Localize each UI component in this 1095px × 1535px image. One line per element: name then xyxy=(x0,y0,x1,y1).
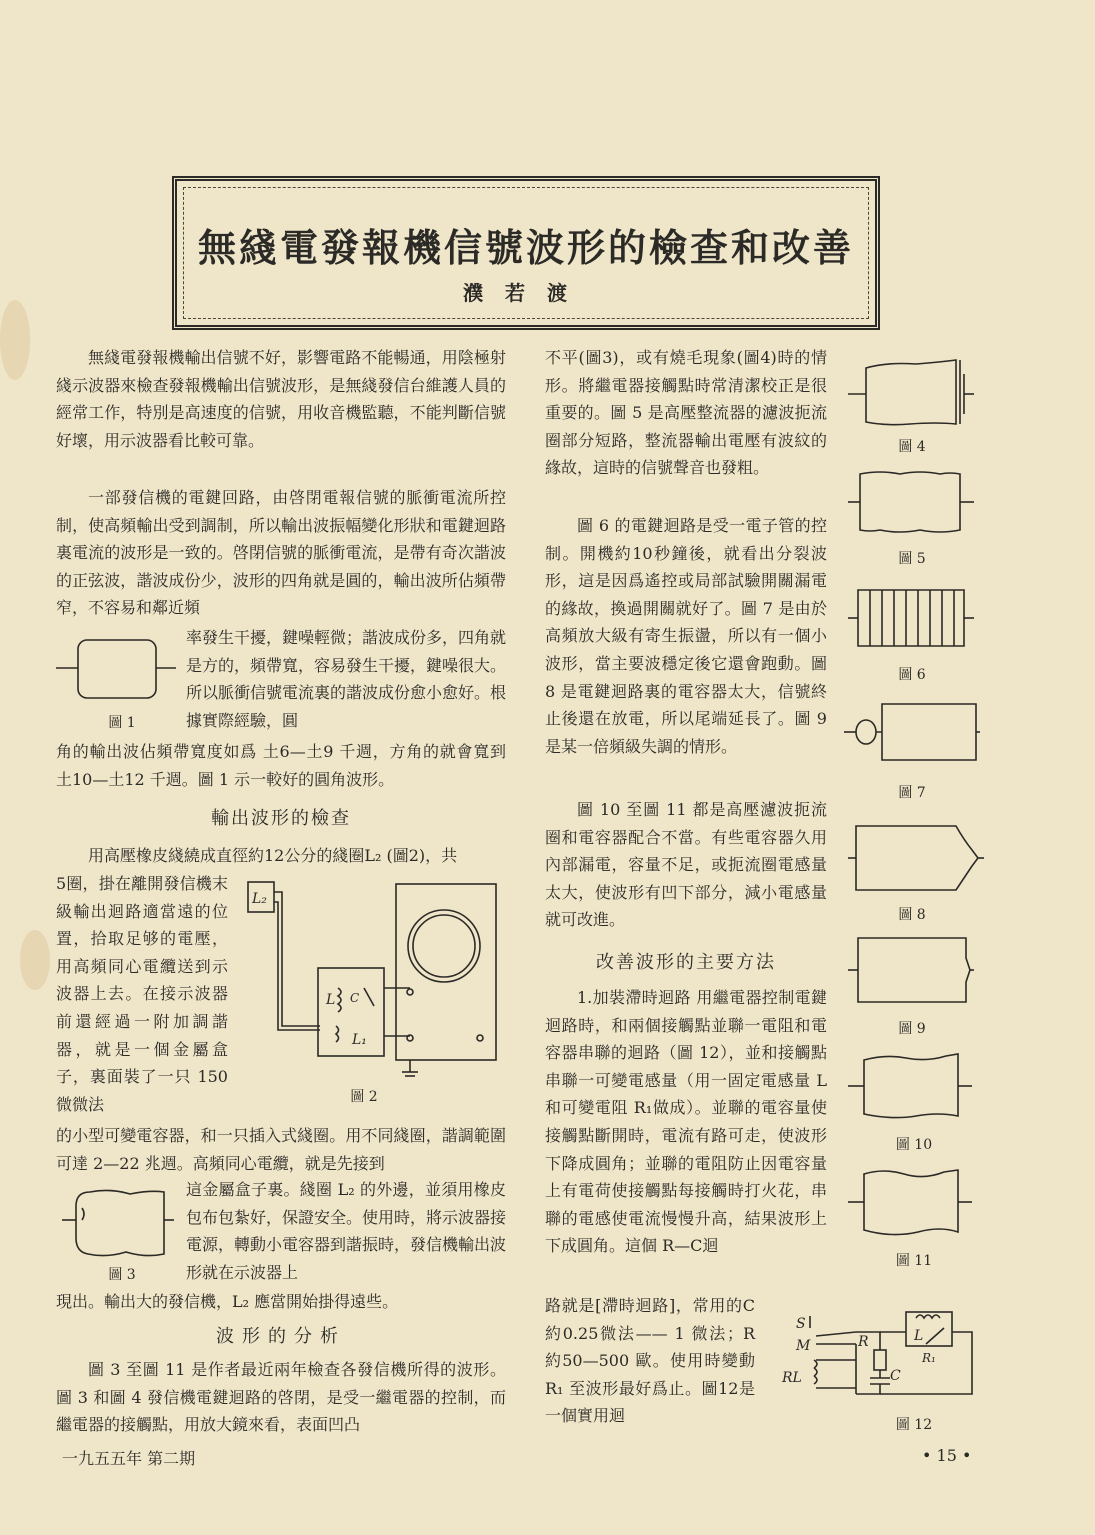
figure-1-rounded-waveform xyxy=(56,632,178,710)
figure-7-caption: 圖 7 xyxy=(898,785,926,801)
left-paragraph-check-d: 這金屬盒子裏。綫圈 L₂ 的外邊，並須用橡皮包布包紮好，保證安全。使用時，將示波器接電源，轉動小電容器到諧振時，發信機輸出波形就在示波器上 xyxy=(186,1180,507,1282)
footer-issue: 一九五五年 第二期 xyxy=(62,1449,196,1468)
left-paragraph-keying-c: 角的輸出波佔頻帶寬度如爲 土6—土9 千週，方角的就會寬到 土10—土12 千週。圖 1 示一較好的圓角波形。 xyxy=(56,742,506,789)
heading-waveform-analysis: 波形的分析 xyxy=(216,1326,346,1347)
heading-main-improvement-methods: 改善波形的主要方法 xyxy=(596,952,776,973)
figure-10-caption: 圖 10 xyxy=(895,1137,933,1153)
figure-12-caption: 圖 12 xyxy=(895,1417,933,1433)
figure-5-caption: 圖 5 xyxy=(898,551,926,567)
figure-2-label-l2: L₂ xyxy=(252,891,267,907)
figure-2-pickup-coil-setup xyxy=(240,876,502,1086)
figure-12-label-l: L xyxy=(914,1328,924,1344)
left-paragraph-keying-b: 率發生干擾，鍵噪輕微；諧波成份多，四角就是方的，頻帶寬，容易發生干擾，鍵噪很大。所以脈衝信號電流裏的諧波成份愈小愈好。根據實際經驗，圓 xyxy=(186,628,507,730)
figure-12-delay-circuit xyxy=(776,1298,986,1410)
figure-12-label-r: R xyxy=(858,1334,869,1350)
left-paragraph-intro: 無綫電發報機輸出信號不好，影響電路不能暢通，用陰極射綫示波器來檢查發報機輸出信號波形，是無綫發信台維護人員的經常工作，特別是高速度的信號，用收音機監聽，不能判斷信號好壞，用示波器看比較可靠。 xyxy=(56,348,506,450)
figure-9-detuned-waveform xyxy=(846,930,976,1010)
figure-6-caption: 圖 6 xyxy=(898,667,926,683)
paper-stain xyxy=(0,300,30,380)
figure-11-caption: 圖 11 xyxy=(895,1253,933,1269)
figure-9-caption: 圖 9 xyxy=(898,1021,926,1037)
left-paragraph-check-b: 5圈，掛在離開發信機末級輸出迴路適當遠的位置，拾取足够的電壓，用高頻同心電纜送到示波器上去。在接示波器前還經過一附加調諧器，就是一個金屬盒子，裏面裝了一只 150 微微法 xyxy=(56,874,228,1114)
figure-2-caption: 圖 2 xyxy=(350,1089,378,1105)
right-paragraph-delay-circuit-a: 1.加裝滯時迴路 用繼電器控制電鍵迴路時，和兩個接觸點並聯一電阻和電容器串聯的迴路（圖 12），並和接觸點串聯一可變電感量（用一固定電感量 L 和可變電阻 R₁做成）。並聯的電容量使接觸點斷開時，電流有路可走，使波形下降成圓角；並聯的電阻防止因電容量上有電荷使接觸點每接觸時打火花，串聯的電感使電流慢慢升高，結果波形上下成圓角。這個 R—C迴 xyxy=(545,988,827,1256)
footer-page-number: • 15 • xyxy=(922,1446,972,1465)
figure-12-label-s: S xyxy=(796,1316,806,1332)
figure-1-caption: 圖 1 xyxy=(108,715,136,731)
right-paragraph-tube-control: 圖 6 的電鍵迴路是受一電子管的控制。開機約10秒鐘後，就看出分裂波形，這是因爲遙控或局部試驗開關漏電的緣故，換過開關就好了。圖 7 是由於高頻放大級有寄生振盪，所以有一個小波形，當主要波穩定後它還會跑動。圖 8 是電鍵迴路裏的電容器太大，信號終止後還在放電，所以尾端延長了。圖 9 是某一倍頻級失調的情形。 xyxy=(545,516,827,756)
article-author: 濮若渡 xyxy=(463,281,589,305)
figure-4-burnt-contact-waveform xyxy=(846,354,976,434)
paper-stain xyxy=(20,930,50,990)
figure-6-split-waveform xyxy=(846,578,976,658)
right-paragraph-choke: 圖 10 至圖 11 都是高壓濾波扼流圈和電容器配合不當。有些電容器久用內部漏電，容量不足，或扼流圈電感量太大，使波形有凹下部分，減小電感量就可改進。 xyxy=(545,800,827,930)
figure-12-label-c: C xyxy=(890,1368,901,1384)
figure-11-dip-waveform xyxy=(846,1162,976,1242)
left-paragraph-keying-a: 一部發信機的電鍵回路，由啓閉電報信號的脈衝電流所控制，使高頻輸出受到調制，所以輸出波振幅變化形狀和電鍵迴路裏電流的波形是一致的。啓閉信號的脈衝電流，是帶有奇次諧波的正弦波，諧波成份少，波形的四角就是圓的，輸出波所佔頻帶窄，不容易和鄰近頻 xyxy=(56,488,506,618)
title-box xyxy=(172,176,880,330)
figure-2-label-l1: L₁ xyxy=(352,1032,367,1048)
figure-5-ripple-waveform xyxy=(846,462,976,542)
heading-output-waveform-check: 輸出波形的檢查 xyxy=(211,808,351,829)
figure-10-dip-waveform xyxy=(846,1046,976,1126)
left-paragraph-check-a: 用高壓橡皮綫繞成直徑約12公分的綫圈L₂ (圖2)，共 xyxy=(88,846,458,865)
left-paragraph-analysis: 圖 3 至圖 11 是作者最近兩年檢查各發信機所得的波形。圖 3 和圖 4 發信機電鍵迴路的啓閉，是受一繼電器的控制，而繼電器的接觸點，用放大鏡來看，表面凹凸 xyxy=(56,1360,506,1435)
figure-8-caption: 圖 8 xyxy=(898,907,926,923)
article-title: 無綫電發報機信號波形的檢查和改善 xyxy=(197,225,854,270)
figure-12-label-rl: RL xyxy=(782,1370,802,1386)
left-paragraph-check-c: 的小型可變電容器，和一只插入式綫圈。用不同綫圈，諧調範圍可達 2—22 兆週。高頻同心電纜，就是先接到 xyxy=(56,1126,506,1173)
figure-3-caption: 圖 3 xyxy=(108,1267,136,1283)
figure-3-rough-waveform xyxy=(60,1184,178,1264)
figure-2-label-c: C xyxy=(350,991,360,1005)
figure-12-label-m: M xyxy=(796,1338,811,1354)
left-paragraph-check-e: 現出。輸出大的發信機，L₂ 應當開始掛得遠些。 xyxy=(56,1292,399,1311)
figure-8-long-tail-waveform xyxy=(846,818,986,898)
figure-2-label-l: L xyxy=(326,992,336,1008)
figure-4-caption: 圖 4 xyxy=(898,439,926,455)
figure-7-parasitic-waveform xyxy=(842,692,982,772)
figure-12-label-r1: R₁ xyxy=(922,1351,936,1365)
right-paragraph-delay-circuit-b: 路就是[滯時迴路]，常用的C 約0.25微法—— 1 微法；R 約50—500 歐。使用時變動 R₁ 至波形最好爲止。圖12是一個實用迴 xyxy=(545,1296,755,1426)
right-paragraph-relay: 不平(圖3)，或有燒毛現象(圖4)時的情形。將繼電器接觸點時常清潔校正是很重要的。圖 5 是高壓整流器的濾波扼流圈部分短路，整流器輸出電壓有波紋的緣故，這時的信號聲音也發粗。 xyxy=(545,348,827,478)
